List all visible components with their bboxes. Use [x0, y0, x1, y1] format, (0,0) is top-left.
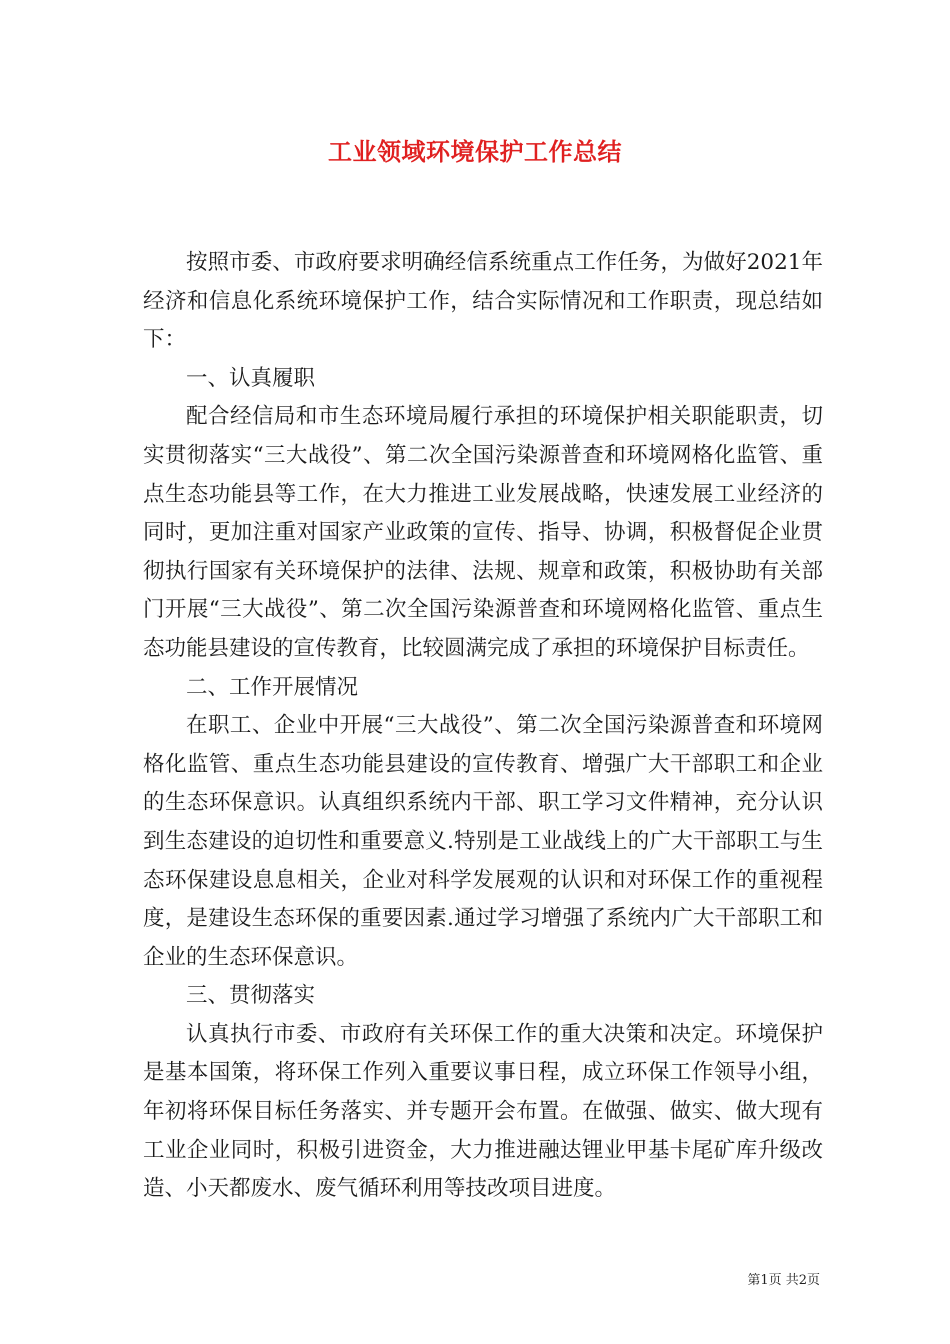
section-heading-1: 一、认真履职: [186, 365, 316, 391]
section-paragraph-3: 认真执行市委、市政府有关环保工作的重大决策和决定。环境保护是基本国策，将环保工作列入重要议事日程，成立环保工作领导小组，年初将环保目标任务落实、并专题开会布置。在做强、做实、做大现有工业企业同时，积极引进资金，大力推进融达锂业甲基卡尾矿库升级改造、小天都废水、废气循环利用等技改项目进度。: [143, 1021, 823, 1202]
section-paragraph-1: 配合经信局和市生态环境局履行承担的环境保护相关职能职责，切实贯彻落实“三大战役”、第二次全国污染源普查和环境网格化监管、重点生态功能县等工作，在大力推进工业发展战略，快速发展工业经济的同时，更加注重对国家产业政策的宣传、指导、协调，积极督促企业贯彻执行国家有关环境保护的法律、法规、规章和政策，积极协助有关部门开展“三大战役”、第二次全国污染源普查和环境网格化监管、重点生态功能县建设的宣传教育，比较圆满完成了承担的环境保护目标责任。: [143, 404, 823, 661]
section-paragraph-2: 在职工、企业中开展“三大战役”、第二次全国污染源普查和环境网格化监管、重点生态功能县建设的宣传教育、增强广大干部职工和企业的生态环保意识。认真组织系统内干部、职工学习文件精神，充分认识到生态建设的迫切性和重要意义.特别是工业战线上的广大干部职工与生态环保建设息息相关，企业对科学发展观的认识和对环保工作的重视程度，是建设生态环保的重要因素.通过学习增强了系统内广大干部职工和企业的生态环保意识。: [143, 713, 823, 970]
page-number-footer: 第1页 共2页: [747, 1273, 820, 1288]
document-title: 工业领域环境保护工作总结: [328, 137, 622, 166]
intro-paragraph: 按照市委、市政府要求明确经信系统重点工作任务，为做好2021年经济和信息化系统环境保护工作，结合实际情况和工作职责，现总结如下：: [143, 250, 823, 353]
document-body: [143, 244, 823, 1209]
section-heading-2: 二、工作开展情况: [186, 674, 359, 700]
section-heading-3: 三、贯彻落实: [186, 983, 316, 1009]
